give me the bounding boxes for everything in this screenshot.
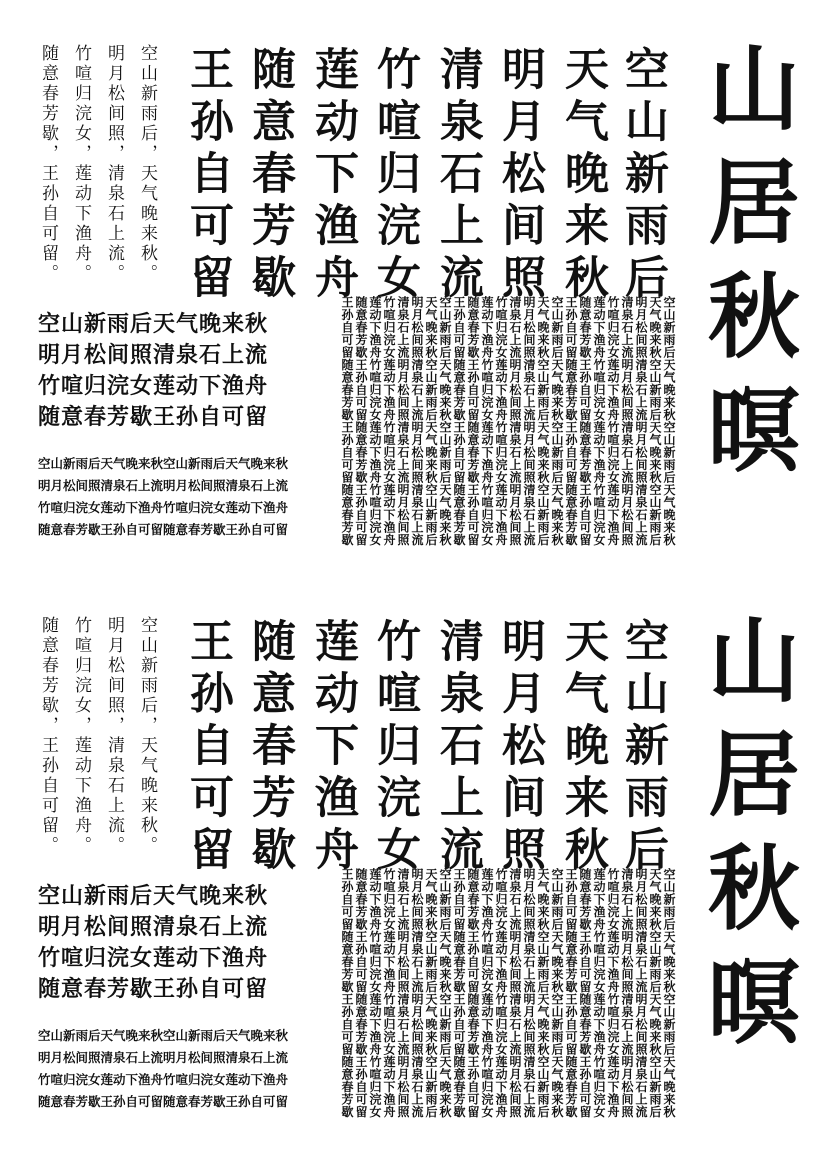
medium-line-4: 随意春芳歇王孙自可留 <box>38 405 269 430</box>
grid-column: 竹喧归浣女莲动下渔舟竹喧归浣女莲动下渔舟 <box>606 296 620 546</box>
grid-column: 明月松间照清泉石上流明月松间照清泉石上流 <box>634 296 648 546</box>
grid-column: 王孙自可留随意春芳歇王孙自可留随意春芳歇 <box>340 868 354 1118</box>
poem-column-1: 空山新雨后 <box>617 618 668 878</box>
poem-column-1: 空山新雨后 <box>617 46 668 306</box>
small-line-2: 明月松间照清泉石上流明月松间照清泉石上流 <box>38 1050 289 1065</box>
grid-column: 清泉石上流明月松间照清泉石上流明月松间照 <box>396 868 410 1118</box>
grid-column: 空山新雨后天气晚来秋空山新雨后天气晚来秋 <box>662 296 676 546</box>
grid-column: 王孙自可留随意春芳歇王孙自可留随意春芳歇 <box>564 296 578 546</box>
small-line-3: 竹喧归浣女莲动下渔舟竹喧归浣女莲动下渔舟 <box>38 1072 289 1087</box>
poem-column-7: 随意春芳歇 <box>244 618 295 878</box>
grid-column: 天气晚来秋空山新雨后天气晚来秋空山新雨后 <box>536 868 550 1118</box>
grid-column: 竹喧归浣女莲动下渔舟竹喧归浣女莲动下渔舟 <box>606 868 620 1118</box>
grid-column: 莲动下渔舟竹喧归浣女莲动下渔舟竹喧归浣女 <box>480 296 494 546</box>
poem-column-6: 莲动下渔舟 <box>307 46 358 306</box>
grid-column: 王孙自可留随意春芳歇王孙自可留随意春芳歇 <box>452 868 466 1118</box>
grid-column: 莲动下渔舟竹喧归浣女莲动下渔舟竹喧归浣女 <box>368 296 382 546</box>
grid-column: 随意春芳歇王孙自可留随意春芳歇王孙自可留 <box>354 296 368 546</box>
grid-column: 随意春芳歇王孙自可留随意春芳歇王孙自可留 <box>466 868 480 1118</box>
grid-column: 随意春芳歇王孙自可留随意春芳歇王孙自可留 <box>578 868 592 1118</box>
title-vertical: 山居秋暝 <box>693 612 800 1068</box>
grid-column: 天气晚来秋空山新雨后天气晚来秋空山新雨后 <box>648 296 662 546</box>
grid-column: 清泉石上流明月松间照清泉石上流明月松间照 <box>620 868 634 1118</box>
grid-column: 明月松间照清泉石上流明月松间照清泉石上流 <box>634 868 648 1118</box>
grid-column: 清泉石上流明月松间照清泉石上流明月松间照 <box>508 296 522 546</box>
poem-column-3: 明月松间照 <box>494 618 545 878</box>
poem-column-8: 王孙自可留 <box>182 618 233 878</box>
grid-column: 明月松间照清泉石上流明月松间照清泉石上流 <box>522 296 536 546</box>
grid-column: 天气晚来秋空山新雨后天气晚来秋空山新雨后 <box>424 868 438 1118</box>
grid-column: 明月松间照清泉石上流明月松间照清泉石上流 <box>410 868 424 1118</box>
poem-column-2: 天气晚来秋 <box>557 618 608 878</box>
grid-column: 空山新雨后天气晚来秋空山新雨后天气晚来秋 <box>550 296 564 546</box>
medium-line-3: 竹喧归浣女莲动下渔舟 <box>38 946 269 971</box>
grid-column: 莲动下渔舟竹喧归浣女莲动下渔舟竹喧归浣女 <box>592 296 606 546</box>
poem-column-5: 竹喧归浣女 <box>369 46 420 306</box>
small-column-3: 竹喧归浣女，莲动下渔舟。 <box>71 44 91 284</box>
vertical-text-grid <box>340 296 676 554</box>
small-line-1: 空山新雨后天气晚来秋空山新雨后天气晚来秋 <box>38 1028 289 1043</box>
small-column-2: 明月松间照，清泉石上流。 <box>104 616 124 856</box>
grid-column: 明月松间照清泉石上流明月松间照清泉石上流 <box>410 296 424 546</box>
grid-column: 空山新雨后天气晚来秋空山新雨后天气晚来秋 <box>438 296 452 546</box>
vertical-text-grid <box>340 868 676 1126</box>
grid-column: 随意春芳歇王孙自可留随意春芳歇王孙自可留 <box>354 868 368 1118</box>
grid-column: 随意春芳歇王孙自可留随意春芳歇王孙自可留 <box>578 296 592 546</box>
small-line-4: 随意春芳歇王孙自可留随意春芳歇王孙自可留 <box>38 522 289 537</box>
small-line-4: 随意春芳歇王孙自可留随意春芳歇王孙自可留 <box>38 1094 289 1109</box>
medium-line-1: 空山新雨后天气晚来秋 <box>38 884 269 909</box>
grid-column: 莲动下渔舟竹喧归浣女莲动下渔舟竹喧归浣女 <box>368 868 382 1118</box>
medium-line-3: 竹喧归浣女莲动下渔舟 <box>38 374 269 399</box>
poem-column-4: 清泉石上流 <box>432 46 483 306</box>
poem-column-3: 明月松间照 <box>494 46 545 306</box>
medium-line-2: 明月松间照清泉石上流 <box>38 343 269 368</box>
grid-column: 清泉石上流明月松间照清泉石上流明月松间照 <box>508 868 522 1118</box>
small-column-4: 随意春芳歇，王孙自可留。 <box>38 616 58 856</box>
poem-column-4: 清泉石上流 <box>432 618 483 878</box>
grid-column: 天气晚来秋空山新雨后天气晚来秋空山新雨后 <box>424 296 438 546</box>
small-line-1: 空山新雨后天气晚来秋空山新雨后天气晚来秋 <box>38 456 289 471</box>
medium-line-4: 随意春芳歇王孙自可留 <box>38 977 269 1002</box>
grid-column: 王孙自可留随意春芳歇王孙自可留随意春芳歇 <box>340 296 354 546</box>
small-column-3: 竹喧归浣女，莲动下渔舟。 <box>71 616 91 856</box>
small-column-4: 随意春芳歇，王孙自可留。 <box>38 44 58 284</box>
poem-column-8: 王孙自可留 <box>182 46 233 306</box>
poem-column-5: 竹喧归浣女 <box>369 618 420 878</box>
grid-column: 莲动下渔舟竹喧归浣女莲动下渔舟竹喧归浣女 <box>480 868 494 1118</box>
grid-column: 空山新雨后天气晚来秋空山新雨后天气晚来秋 <box>438 868 452 1118</box>
medium-line-2: 明月松间照清泉石上流 <box>38 915 269 940</box>
title-vertical: 山居秋暝 <box>693 40 800 496</box>
small-line-3: 竹喧归浣女莲动下渔舟竹喧归浣女莲动下渔舟 <box>38 500 289 515</box>
grid-column: 竹喧归浣女莲动下渔舟竹喧归浣女莲动下渔舟 <box>382 296 396 546</box>
grid-column: 空山新雨后天气晚来秋空山新雨后天气晚来秋 <box>550 868 564 1118</box>
grid-column: 清泉石上流明月松间照清泉石上流明月松间照 <box>396 296 410 546</box>
small-column-1: 空山新雨后，天气晚来秋。 <box>137 44 157 284</box>
poem-column-6: 莲动下渔舟 <box>307 618 358 878</box>
grid-column: 竹喧归浣女莲动下渔舟竹喧归浣女莲动下渔舟 <box>494 296 508 546</box>
poem-column-7: 随意春芳歇 <box>244 46 295 306</box>
grid-column: 王孙自可留随意春芳歇王孙自可留随意春芳歇 <box>564 868 578 1118</box>
small-column-1: 空山新雨后，天气晚来秋。 <box>137 616 157 856</box>
small-line-2: 明月松间照清泉石上流明月松间照清泉石上流 <box>38 478 289 493</box>
grid-column: 天气晚来秋空山新雨后天气晚来秋空山新雨后 <box>536 296 550 546</box>
grid-column: 王孙自可留随意春芳歇王孙自可留随意春芳歇 <box>452 296 466 546</box>
grid-column: 随意春芳歇王孙自可留随意春芳歇王孙自可留 <box>466 296 480 546</box>
grid-column: 空山新雨后天气晚来秋空山新雨后天气晚来秋 <box>662 868 676 1118</box>
poem-column-2: 天气晚来秋 <box>557 46 608 306</box>
medium-line-1: 空山新雨后天气晚来秋 <box>38 312 269 337</box>
grid-column: 天气晚来秋空山新雨后天气晚来秋空山新雨后 <box>648 868 662 1118</box>
grid-column: 竹喧归浣女莲动下渔舟竹喧归浣女莲动下渔舟 <box>494 868 508 1118</box>
grid-column: 莲动下渔舟竹喧归浣女莲动下渔舟竹喧归浣女 <box>592 868 606 1118</box>
grid-column: 竹喧归浣女莲动下渔舟竹喧归浣女莲动下渔舟 <box>382 868 396 1118</box>
grid-column: 清泉石上流明月松间照清泉石上流明月松间照 <box>620 296 634 546</box>
specimen-block-top <box>0 40 827 600</box>
small-column-2: 明月松间照，清泉石上流。 <box>104 44 124 284</box>
specimen-block-bottom <box>0 612 827 1172</box>
grid-column: 明月松间照清泉石上流明月松间照清泉石上流 <box>522 868 536 1118</box>
